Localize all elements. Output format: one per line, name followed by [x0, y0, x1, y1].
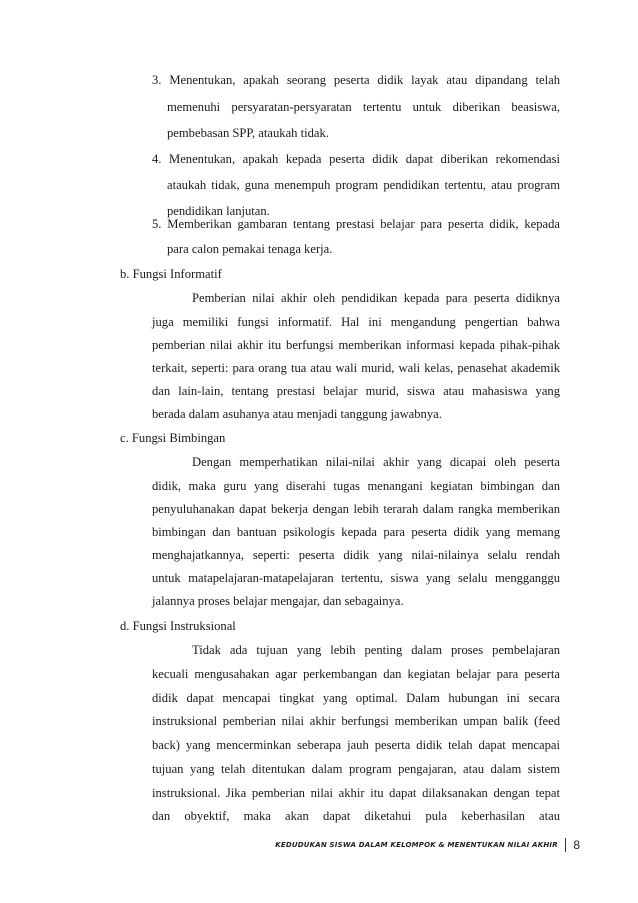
paragraph-d-line-7: instruksional. Jika pemberian nilai akhir itu dapat dilaksanakan dengan tepat: [152, 786, 560, 800]
list-item-5-line-1: 5. Memberikan gambaran tentang prestasi belajar para peserta didik, kepada: [152, 217, 560, 231]
paragraph-d-line-4: instruksional pemberian nilai akhir berfungsi memberikan umpan balik (feed: [152, 714, 560, 728]
section-heading-b: b. Fungsi Informatif: [120, 267, 222, 281]
paragraph-b-line-4: terkait, seperti: para orang tua atau wali murid, wali kelas, penasehat akademik: [152, 361, 560, 375]
list-item-3-line-1: 3. Menentukan, apakah seorang peserta didik layak atau dipandang telah: [152, 73, 560, 87]
paragraph-b-line-1: Pemberian nilai akhir oleh pendidikan kepada para peserta didiknya: [192, 291, 560, 305]
paragraph-c-line-6: untuk matapelajaran-matapelajaran tertentu, siswa yang selalu mengganggu: [152, 571, 560, 585]
list-item-4-line-2: ataukah tidak, guna menempuh program pendidikan tertentu, atau program: [167, 178, 560, 192]
section-heading-c: c. Fungsi Bimbingan: [120, 431, 226, 445]
list-item-3-line-2: memenuhi persyaratan-persyaratan tertentu untuk diberikan beasiswa,: [167, 100, 560, 114]
paragraph-c-line-5: menghajatkannya, seperti: peserta didik yang nilai-nilainya selalu rendah: [152, 548, 560, 562]
list-item-5-line-2: para calon pemakai tenaga kerja.: [167, 242, 333, 256]
list-item-4-line-3: pendidikan lanjutan.: [167, 204, 270, 218]
paragraph-c-line-3: penyuluhanakan dapat bekerja dengan lebih terarah dalam rangka memberikan: [152, 502, 560, 516]
paragraph-b-line-6: berada dalam asuhanya atau menjadi tanggung jawabnya.: [152, 407, 442, 421]
section-heading-d: d. Fungsi Instruksional: [120, 619, 236, 633]
paragraph-c-line-7: jalannya proses belajar mengajar, dan sebagainya.: [152, 594, 404, 608]
paragraph-c-line-4: bimbingan dan bantuan psikologis kepada para peserta didik yang memang: [152, 525, 560, 539]
paragraph-d-line-2: kecuali mengusahakan agar perkembangan dan kegiatan belajar para peserta: [152, 667, 560, 681]
page-number: 8: [573, 838, 580, 852]
paragraph-d-line-6: tujuan yang telah ditentukan dalam program pengajaran, atau dalam sistem: [152, 762, 560, 776]
paragraph-d-line-5: back) yang mencerminkan seberapa jauh peserta didik telah dapat mencapai: [152, 738, 560, 752]
paragraph-d-line-3: didik dapat mencapai tingkat yang optimal. Dalam hubungan ini secara: [152, 691, 560, 705]
paragraph-b-line-5: dan lain-lain, tentang prestasi belajar murid, siswa atau mahasiswa yang: [152, 384, 560, 398]
page-footer: [275, 836, 580, 854]
list-item-4-line-1: 4. Menentukan, apakah kepada peserta didik dapat diberikan rekomendasi: [152, 152, 560, 166]
paragraph-b-line-3: pemberian nilai akhir itu berfungsi memberikan informasi kepada pihak-pihak: [152, 338, 560, 352]
paragraph-c-line-1: Dengan memperhatikan nilai-nilai akhir yang dicapai oleh peserta: [192, 455, 560, 469]
paragraph-d-line-8: dan obyektif, maka akan dapat diketahui pula keberhasilan atau: [152, 809, 560, 823]
paragraph-b-line-2: juga memiliki fungsi informatif. Hal ini mengandung pengertian bahwa: [152, 315, 560, 329]
paragraph-c-line-2: didik, maka guru yang diserahi tugas menangani kegiatan bimbingan dan: [152, 479, 560, 493]
paragraph-d-line-1: Tidak ada tujuan yang lebih penting dalam proses pembelajaran: [192, 643, 560, 657]
footer-title: KEDUDUKAN SISWA DALAM KELOMPOK & MENENTUKAN NILAI AKHIR: [275, 841, 558, 849]
footer-divider: [565, 838, 567, 852]
list-item-3-line-3: pembebasan SPP, ataukah tidak.: [167, 126, 329, 140]
